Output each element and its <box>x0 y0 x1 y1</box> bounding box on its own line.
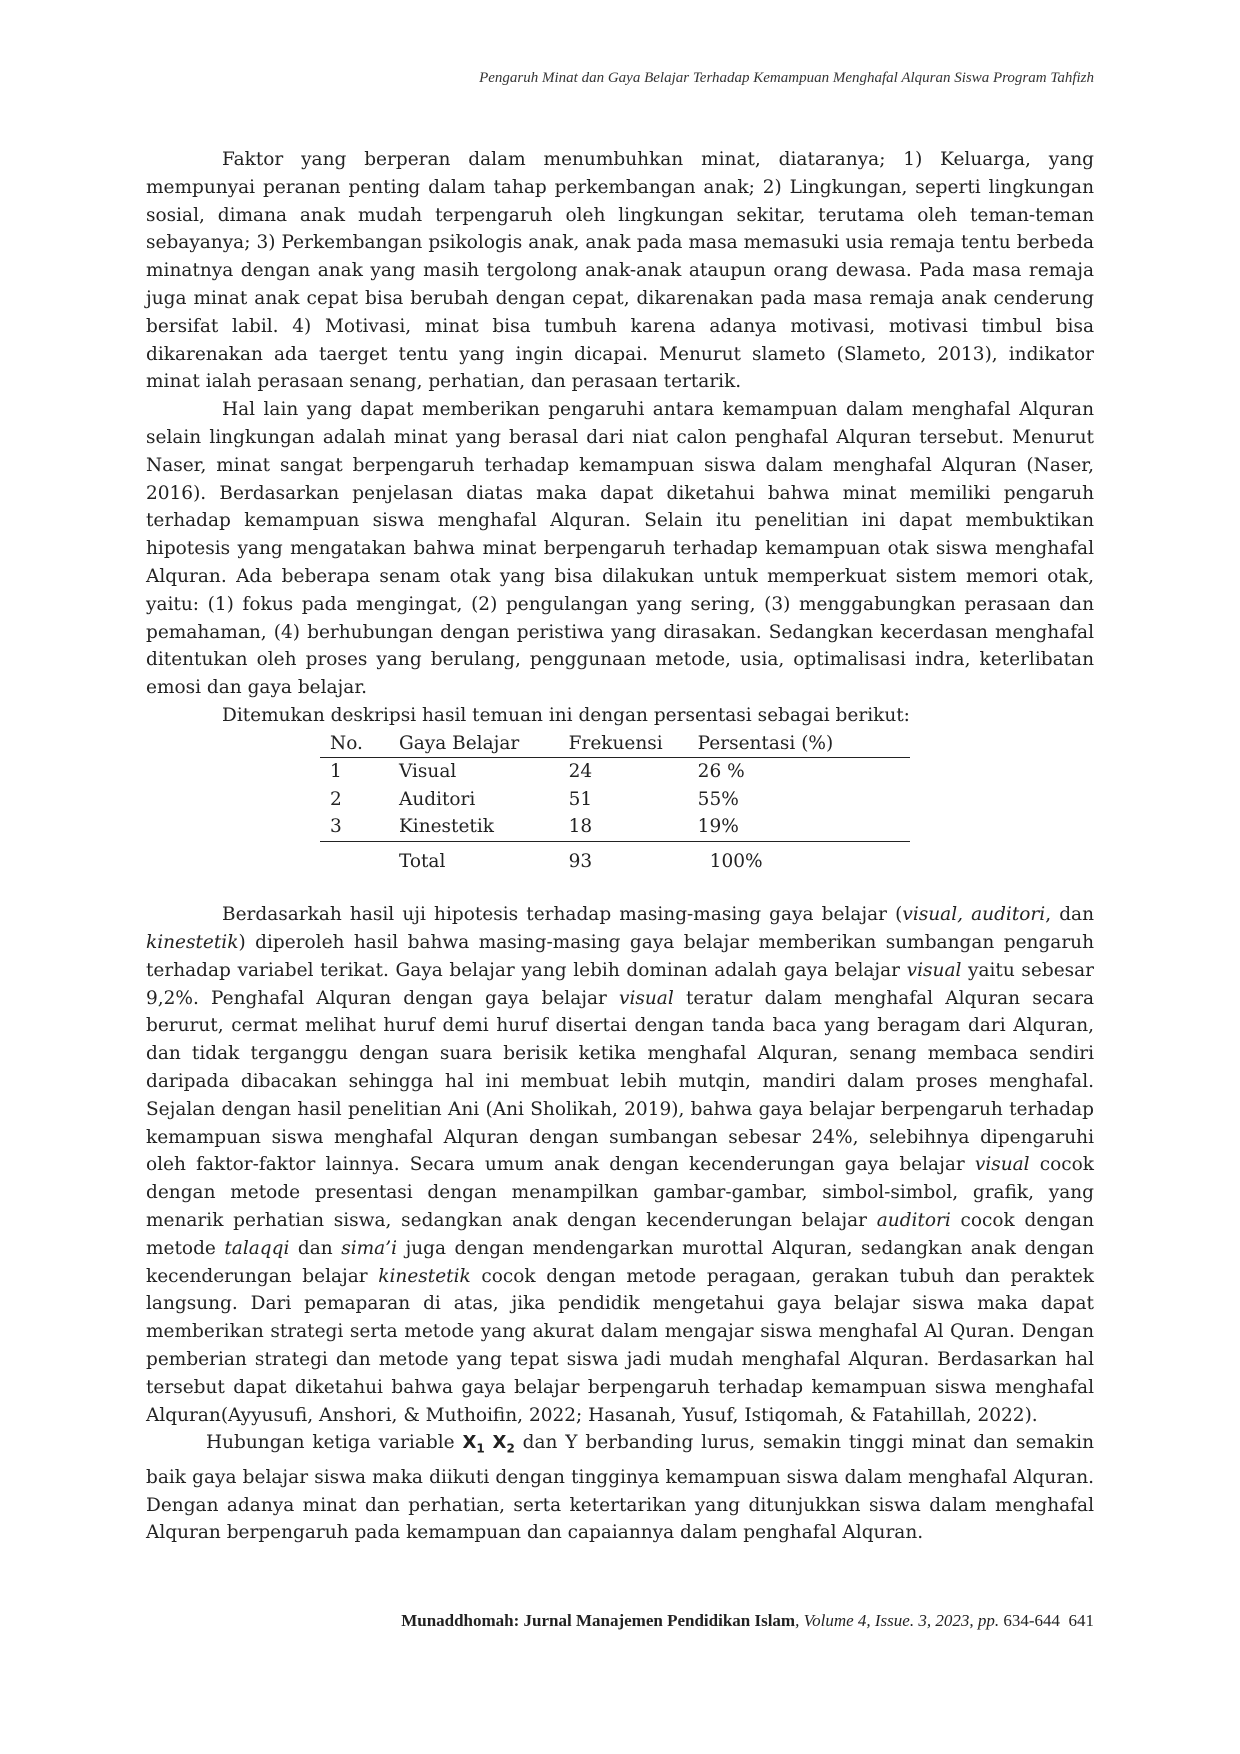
cell-style: Kinestetik <box>399 813 569 841</box>
page-footer <box>146 1611 1094 1631</box>
col-header-style: Gaya Belajar <box>399 730 569 758</box>
table-row <box>320 758 910 786</box>
paragraph-relationship: Hubungan ketiga variable $X_1$ $X_2$ dan Y berbanding lurus, semakin tinggi minat dan semakin baik gaya belajar siswa maka diikuti dengan tingginya kemampuan siswa dalam menghafal Alquran. Dengan adanya minat dan perhatian, serta ketertarikan yang ditunjukkan siswa dalam menghafal Alquran berpengaruh pada kemampuan dan capaiannya dalam penghafal Alquran. <box>146 1432 1094 1544</box>
page-number: 641 <box>1068 1611 1094 1630</box>
page-range: 634-644 <box>999 1611 1060 1630</box>
cell-frequency: 18 <box>569 813 698 841</box>
col-header-no: No. <box>320 730 399 758</box>
cell-frequency: 51 <box>568 788 593 810</box>
col-header-percent: Persentasi (%) <box>698 730 910 758</box>
article-body <box>146 146 1094 1547</box>
cell-frequency: 24 <box>568 761 593 783</box>
table-row <box>320 786 910 814</box>
cell-percent: 55% <box>697 788 739 810</box>
paragraph-hypothesis: Berdasarkah hasil uji hipotesis terhadap masing-masing gaya belajar (visual, auditori, dan kinestetik) diperoleh hasil bahwa masing-masing gaya belajar memberikan sumbangan pengaruh terhadap variabel terikat. Gaya belajar yang lebih dominan adalah gaya belajar visual yaitu sebesar 9,2%. Penghafal Alquran dengan gaya belajar visual teratur dalam menghafal Alquran secara berurut, cermat melihat huruf demi huruf disertai dengan tanda baca yang beragam dari Alquran, dan tidak terganggu dengan suara berisik ketika menghafal Alquran, senang membaca sendiri daripada dibacakan sehingga hal ini membuat lebih mutqin, mandiri dalam proses menghafal. Sejalan dengan hasil penelitian Ani (Ani Sholikah, 2019), bahwa gaya belajar berpengaruh terhadap kemampuan siswa menghafal Alquran dengan sumbangan sebesar 24%, selebihnya dipengaruhi oleh faktor-faktor lainnya. Secara umum anak dengan kecenderungan gaya belajar visual cocok dengan metode presentasi dengan menampilkan gambar-gambar, simbol-simbol, grafik, yang menarik perhatian siswa, sedangkan anak dengan kecenderungan belajar auditori cocok dengan metode talaqqi dan sima’i juga dengan mendengarkan murottal Alquran, sedangkan anak dengan kecenderungan belajar kinestetik cocok dengan metode peragaan, gerakan tubuh dan peraktek langsung. Dari pemaparan di atas, jika pendidik mengetahui gaya belajar siswa maka dapat memberikan strategi serta metode yang akurat dalam mengajar siswa menghafal Al Quran. Dengan pemberian strategi dan metode yang tepat siswa jadi mudah menghafal Alquran. Berdasarkan hal tersebut dapat diketahui bahwa gaya belajar berpengaruh terhadap kemampuan siswa menghafal Alquran(Ayyusufi, Anshori, & Muthoifin, 2022; Hasanah, Yusuf, Istiqomah, & Fatahillah, 2022). <box>146 904 1095 1426</box>
table-row <box>320 813 910 841</box>
cell-percent: 19% <box>698 813 910 841</box>
cell-no: 3 <box>320 813 399 841</box>
cell-no: 2 <box>330 788 342 810</box>
learning-style-table <box>320 730 910 876</box>
total-percent: 100% <box>709 850 763 872</box>
variable-x1: $X_1$ <box>462 1432 485 1456</box>
col-header-frequency: Frekuensi <box>569 730 698 758</box>
total-label: Total <box>398 850 446 872</box>
cell-style: Visual <box>398 761 457 783</box>
journal-name: Munaddhomah: Jurnal Manajemen Pendidikan Islam <box>401 1611 796 1630</box>
table-caption: Ditemukan deskripsi hasil temuan ini dengan persentasi sebagai berikut: <box>222 704 910 726</box>
results-table <box>320 730 910 876</box>
total-frequency: 93 <box>568 850 593 872</box>
cell-style: Auditori <box>398 788 476 810</box>
cell-percent: 26 % <box>697 761 745 783</box>
running-header: Pengaruh Minat dan Gaya Belajar Terhadap Kemampuan Menghafal Alquran Siswa Program Tahfizh <box>479 70 1094 86</box>
paragraph-factors: Faktor yang berperan dalam menumbuhkan minat, diataranya; 1) Keluarga, yang mempunyai peranan penting dalam tahap perkembangan anak; 2) Lingkungan, seperti lingkungan sosial, dimana anak mudah terpengaruh oleh lingkungan sekitar, terutama oleh teman-teman sebayanya; 3) Perkembangan psikologis anak, anak pada masa memasuki usia remaja tentu berbeda minatnya dengan anak yang masih tergolong anak-anak ataupun orang dewasa. Pada masa remaja juga minat anak cepat bisa berubah dengan cepat, dikarenakan pada masa remaja anak cenderung bersifat labil. 4) Motivasi, minat bisa tumbuh karena adanya motivasi, motivasi timbul bisa dikarenakan ada taerget tentu yang ingin dicapai. Menurut slameto (Slameto, 2013), indikator minat ialah perasaan senang, perhatian, dan perasaan tertarik. <box>146 149 1094 393</box>
paragraph-interest: Hal lain yang dapat memberikan pengaruhi antara kemampuan dalam menghafal Alquran selain lingkungan adalah minat yang berasal dari niat calon penghafal Alquran tersebut. Menurut Naser, minat sangat berpengaruh terhadap kemampuan siswa dalam menghafal Alquran (Naser, 2016). Berdasarkan penjelasan diatas maka dapat diketahui bahwa minat memiliki pengaruh terhadap kemampuan siswa menghafal Alquran. Selain itu penelitian ini dapat membuktikan hipotesis yang mengatakan bahwa minat berpengaruh terhadap kemampuan otak siswa menghafal Alquran. Ada beberapa senam otak yang bisa dilakukan untuk memperkuat sistem memori otak, yaitu: (1) fokus pada mengingat, (2) pengulangan yang sering, (3) menggabungkan perasaan dan pemahaman, (4) berhubungan dengan peristiwa yang dirasakan. Sedangkan kecerdasan menghafal ditentukan oleh proses yang berulang, penggunaan metode, usia, optimalisasi indra, keterlibatan emosi dan gaya belajar. <box>146 399 1094 699</box>
volume-info: , Volume 4, Issue. 3, 2023, pp. <box>795 1611 1000 1630</box>
table-total-row <box>320 841 910 875</box>
cell-no: 1 <box>330 761 342 783</box>
table-header-row <box>320 730 910 758</box>
variable-x2: $X_2$ <box>492 1432 515 1456</box>
